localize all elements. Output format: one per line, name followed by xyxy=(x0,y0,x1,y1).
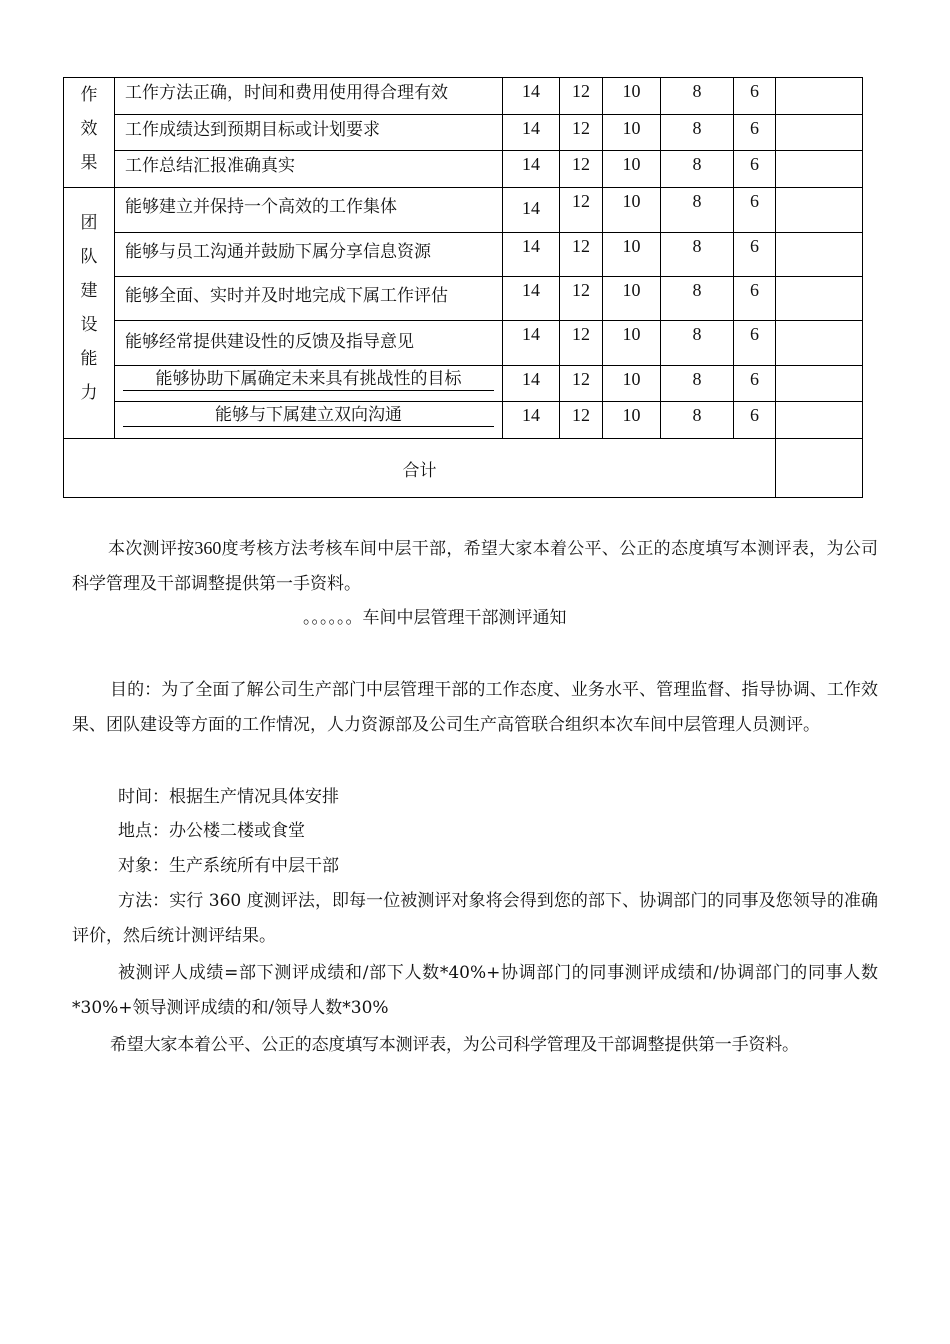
criterion-text-underlined xyxy=(115,366,503,402)
score-14: 14 xyxy=(503,321,560,366)
remark-cell[interactable] xyxy=(776,151,863,188)
score-10: 10 xyxy=(603,115,661,151)
score-14: 14 xyxy=(503,402,560,439)
criterion-text: 能够经常提供建设性的反馈及指导意见 xyxy=(115,321,503,366)
score-10: 10 xyxy=(603,366,661,402)
score-6: 6 xyxy=(734,78,776,115)
remark-cell[interactable] xyxy=(776,321,863,366)
score-8: 8 xyxy=(661,402,734,439)
score-12: 12 xyxy=(560,115,603,151)
total-label: 合计 xyxy=(64,439,776,498)
score-12: 12 xyxy=(560,151,603,188)
criterion-text: 工作成绩达到预期目标或计划要求 xyxy=(115,115,503,151)
category-char: 果 xyxy=(80,153,98,173)
total-value-cell[interactable] xyxy=(776,439,863,498)
category-char: 作 xyxy=(80,85,98,105)
score-6: 6 xyxy=(734,366,776,402)
criterion-text: 能够与员工沟通并鼓励下属分享信息资源 xyxy=(115,233,503,277)
score-8: 8 xyxy=(661,233,734,277)
score-6: 6 xyxy=(734,151,776,188)
score-12: 12 xyxy=(560,277,603,321)
intro-number: 360 xyxy=(194,538,222,558)
score-10: 10 xyxy=(603,78,661,115)
criterion-text: 能够建立并保持一个高效的工作集体 xyxy=(115,188,503,233)
category-char: 设 xyxy=(80,315,98,335)
remark-cell[interactable] xyxy=(776,402,863,439)
intro-text-2: 度考核方法考核车间中层干部，希望大家本着公平、公正的态度填写本测评表，为公司科学管理及干部调整提供第一手资料。 xyxy=(72,539,879,594)
score-14: 14 xyxy=(503,115,560,151)
score-8: 8 xyxy=(661,366,734,402)
formula-paragraph: 被测评人成绩=部下测评成绩和/部下人数*40%+协调部门的同事测评成绩和/协调部门的同事人数*30%+领导测评成绩的和/领导人数*30% xyxy=(72,963,878,1018)
time-line: 时间：根据生产情况具体安排 xyxy=(118,787,339,807)
score-6: 6 xyxy=(734,277,776,321)
score-8: 8 xyxy=(661,277,734,321)
score-14: 14 xyxy=(503,233,560,277)
category-char: 力 xyxy=(80,383,98,403)
method-paragraph: 方法：实行 360 度测评法，即每一位被测评对象将会得到您的部下、协调部门的同事及您领导的准确评价，然后统计测评结果。 xyxy=(72,891,878,946)
criterion-text: 工作总结汇报准确真实 xyxy=(115,151,503,188)
target-line: 对象：生产系统所有中层干部 xyxy=(118,856,339,876)
category-char: 队 xyxy=(80,247,98,267)
score-6: 6 xyxy=(734,188,776,233)
remark-cell[interactable] xyxy=(776,233,863,277)
score-14: 14 xyxy=(503,277,560,321)
evaluation-table xyxy=(63,77,863,498)
score-10: 10 xyxy=(603,277,661,321)
score-10: 10 xyxy=(603,188,661,233)
criterion-text-underlined xyxy=(115,402,503,439)
place-line: 地点：办公楼二楼或食堂 xyxy=(118,821,305,841)
score-12: 12 xyxy=(560,402,603,439)
score-8: 8 xyxy=(661,151,734,188)
score-8: 8 xyxy=(661,188,734,233)
closing-paragraph: 希望大家本着公平、公正的态度填写本测评表，为公司科学管理及干部调整提供第一手资料。 xyxy=(110,1035,799,1055)
criterion-text: 能够全面、实时并及时地完成下属工作评估 xyxy=(115,277,503,321)
remark-cell[interactable] xyxy=(776,115,863,151)
category-char: 团 xyxy=(80,213,98,233)
score-12: 12 xyxy=(560,78,603,115)
score-12: 12 xyxy=(560,188,603,233)
score-8: 8 xyxy=(661,115,734,151)
intro-paragraph xyxy=(72,531,878,602)
score-6: 6 xyxy=(734,321,776,366)
criterion-text: 能够与下属建立双向沟通 xyxy=(123,404,494,427)
criterion-text: 工作方法正确，时间和费用使用得合理有效 xyxy=(115,78,503,115)
remark-cell[interactable] xyxy=(776,78,863,115)
notice-title: 。。。。。。车间中层管理干部测评通知 xyxy=(303,608,567,628)
score-12: 12 xyxy=(560,366,603,402)
category-team-building xyxy=(64,188,115,439)
remark-cell[interactable] xyxy=(776,188,863,233)
score-14: 14 xyxy=(503,151,560,188)
score-14: 14 xyxy=(503,78,560,115)
intro-text-1: 本次测评按 xyxy=(108,539,195,559)
criterion-text: 能够协助下属确定未来具有挑战性的目标 xyxy=(123,368,494,391)
score-6: 6 xyxy=(734,115,776,151)
purpose-paragraph: 目的：为了全面了解公司生产部门中层管理干部的工作态度、业务水平、管理监督、指导协调、工作效果、团队建设等方面的工作情况，人力资源部及公司生产高管联合组织本次车间中层管理人员测评。 xyxy=(72,680,878,735)
score-10: 10 xyxy=(603,402,661,439)
score-10: 10 xyxy=(603,233,661,277)
score-6: 6 xyxy=(734,402,776,439)
score-8: 8 xyxy=(661,78,734,115)
category-work-effect xyxy=(64,78,115,188)
remark-cell[interactable] xyxy=(776,366,863,402)
score-12: 12 xyxy=(560,233,603,277)
score-14: 14 xyxy=(503,366,560,402)
remark-cell[interactable] xyxy=(776,277,863,321)
category-char: 能 xyxy=(80,349,98,369)
score-6: 6 xyxy=(734,233,776,277)
score-12: 12 xyxy=(560,321,603,366)
category-char: 效 xyxy=(80,119,98,139)
score-8: 8 xyxy=(661,321,734,366)
score-14: 14 xyxy=(503,188,560,233)
category-char: 建 xyxy=(80,281,98,301)
score-10: 10 xyxy=(603,151,661,188)
score-10: 10 xyxy=(603,321,661,366)
